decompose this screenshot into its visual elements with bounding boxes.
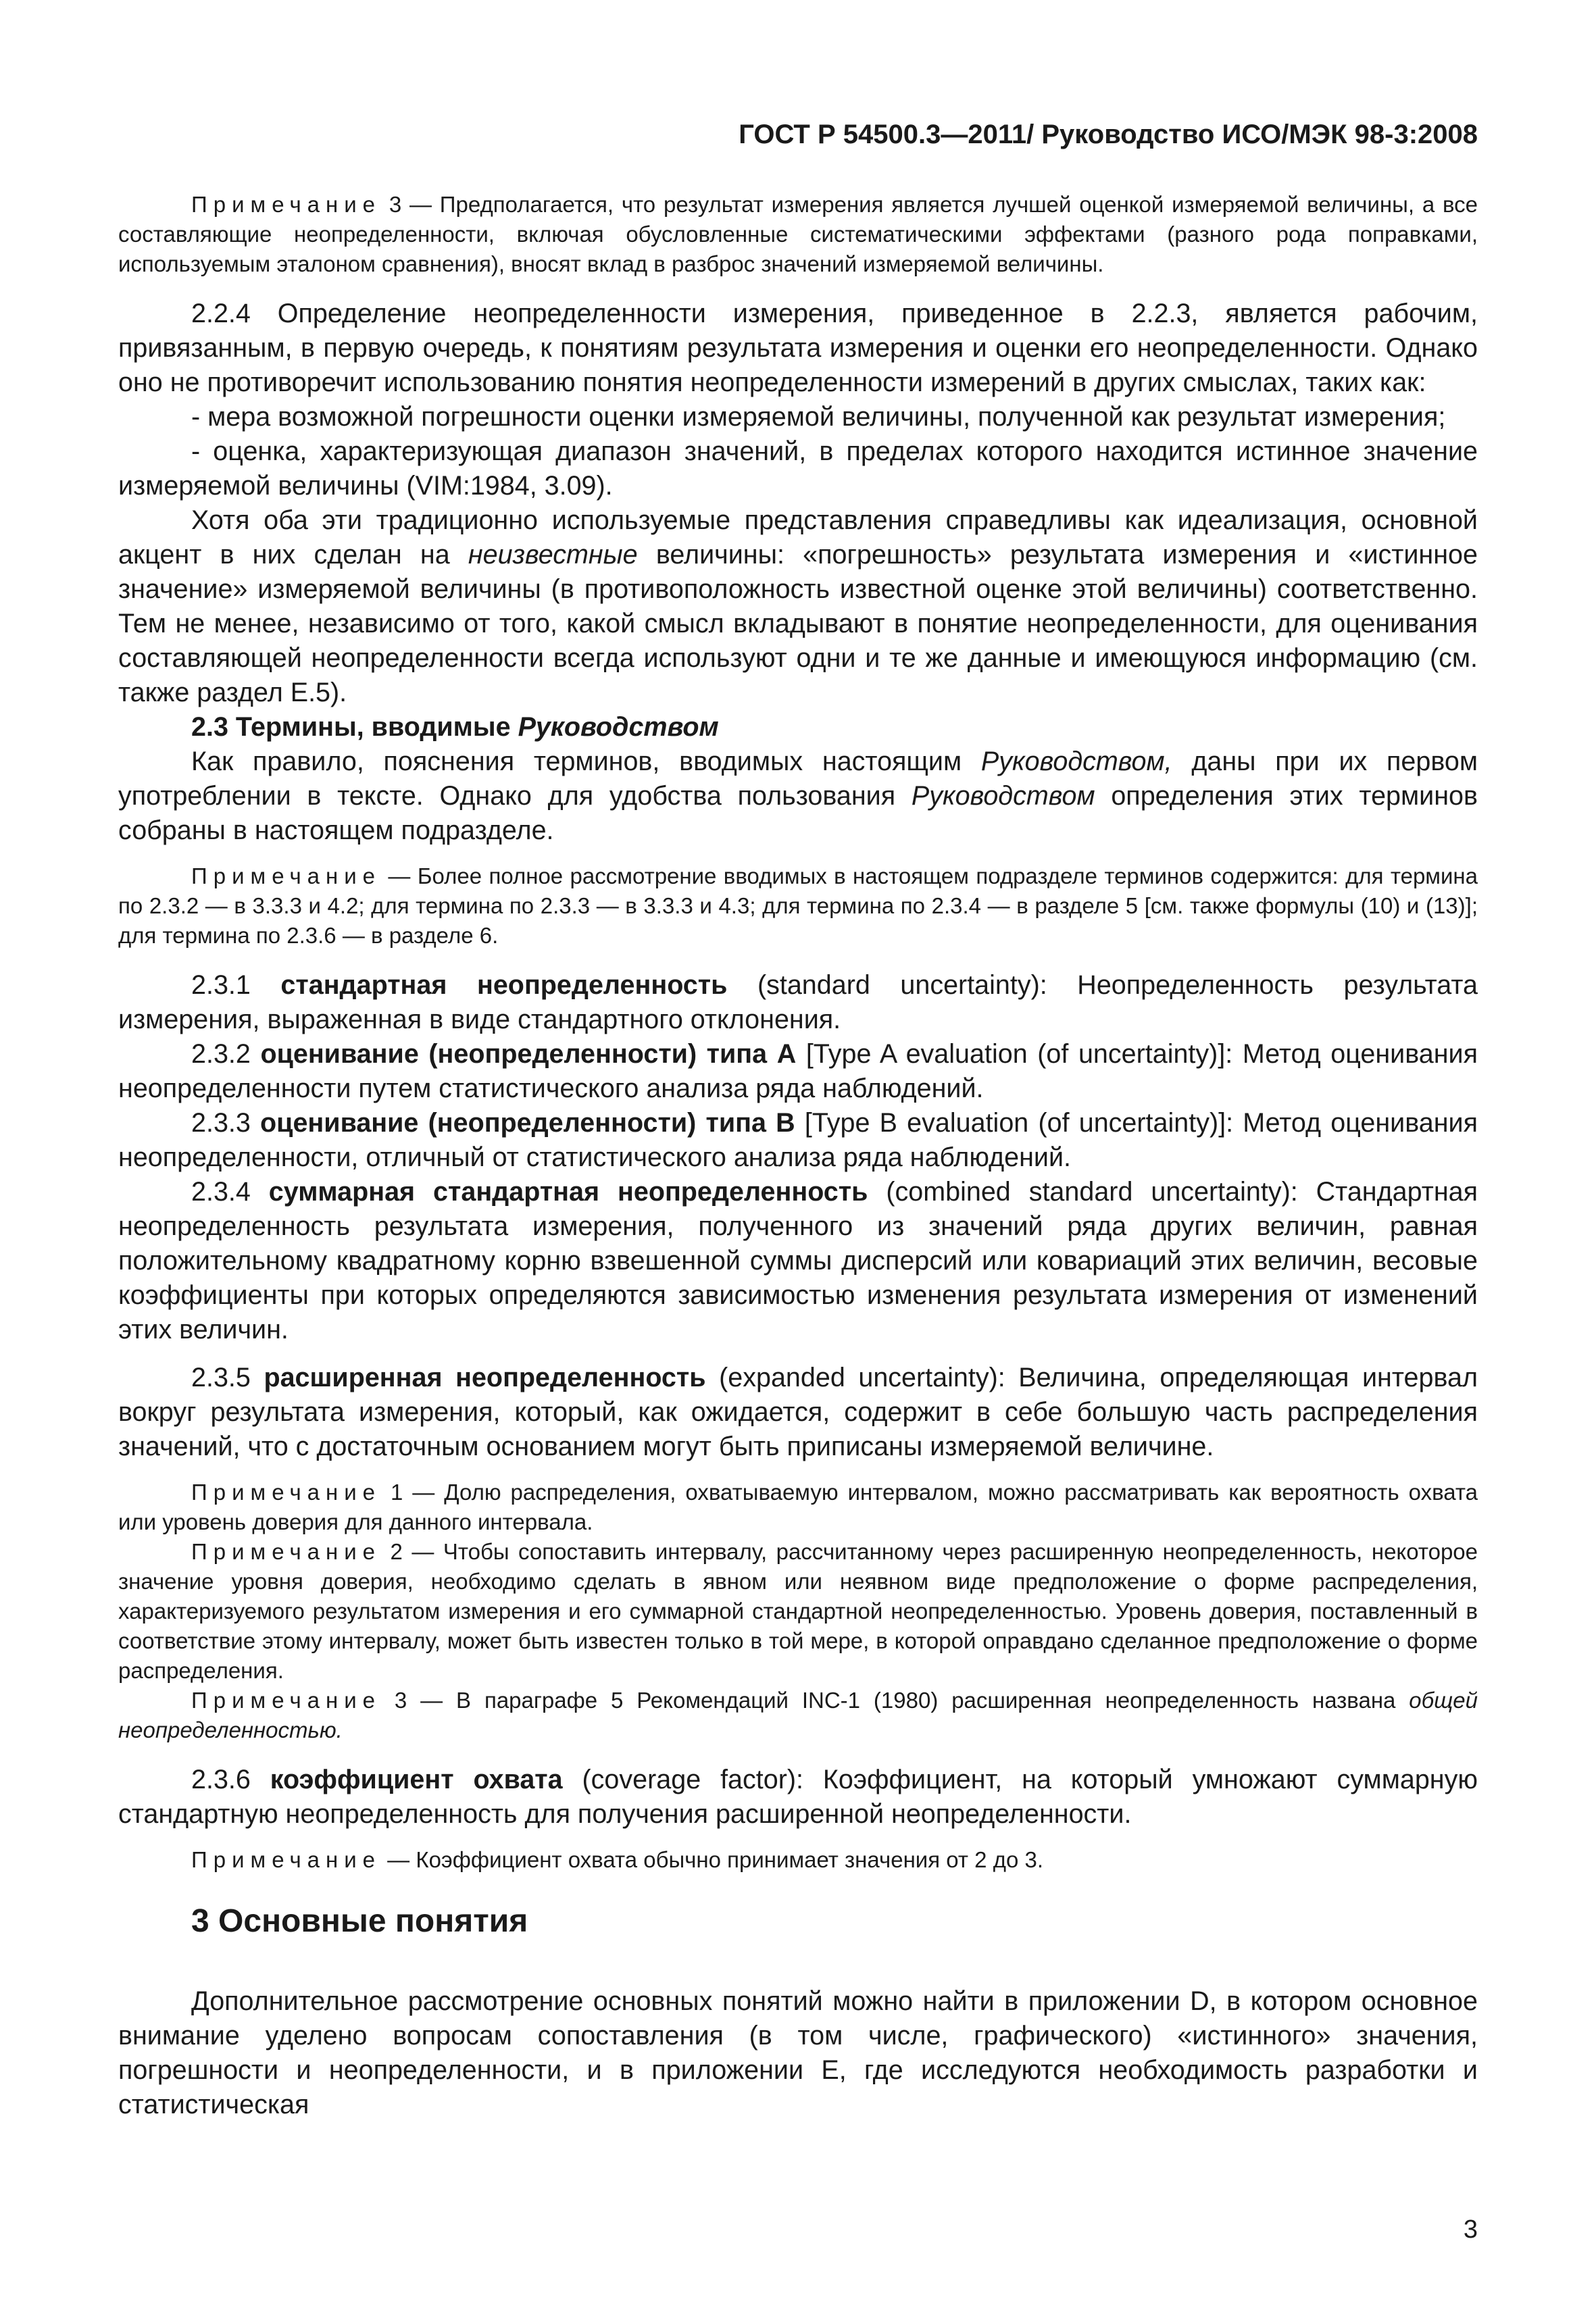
paragraph-section-3: Дополнительное рассмотрение основных понятий можно найти в приложении D, в котором основное внимание уделено вопросам сопоставления (в том числе, графического) «истинного» значения, погрешности и неопределенности, и в приложении Е, где исследуются необходимость разработки и статистическая bbox=[118, 1986, 1478, 2119]
list-item-error-measure: - мера возможной погрешности оценки измеряемой величины, полученной как результат измерения; bbox=[191, 402, 1446, 432]
emphasis-guide: Руководством bbox=[518, 712, 719, 742]
note-label: Примечание bbox=[191, 1539, 382, 1564]
note-label: Примечание bbox=[191, 1847, 382, 1872]
note-3-inc-1: Примечание 3 — В параграфе 5 Рекомендаций INC-1 (1980) расширенная неопределенность названа общей неопределенностью. bbox=[118, 1688, 1478, 1742]
term-name: оценивание (неопределенности) типа А bbox=[260, 1039, 797, 1069]
term-2-3-4: 2.3.4 суммарная стандартная неопределенность (combined standard uncertainty): Стандартная неопределенность результата измерения, полученного из значений ряда других величин, равная положительному квадратному корню взвешенной суммы дисперсий или ковариаций этих величин, весовые коэффициенты при которых определяются зависимостью изменения результата измерения от изменений этих величин. bbox=[118, 1177, 1478, 1344]
section-heading-3: 3 Основные понятия bbox=[191, 1903, 528, 1939]
document-page bbox=[118, 118, 1478, 2122]
term-2-3-5: 2.3.5 расширенная неопределенность (expanded uncertainty): Величина, определяющая интервал вокруг результата измерения, который, как ожидается, содержит в себе большую часть распределения значений, что с достаточным основанием могут быть приписаны измеряемой величине. bbox=[118, 1363, 1478, 1461]
note-coverage-factor-values: Примечание — Коэффициент охвата обычно принимает значения от 2 до 3. bbox=[191, 1847, 1043, 1872]
term-name: оценивание (неопределенности) типа В bbox=[260, 1108, 795, 1138]
term-name: коэффициент охвата bbox=[270, 1765, 563, 1794]
paragraph-traditional-representations: Хотя оба эти традиционно используемые представления справедливы как идеализация, основной акцент в них сделан на неизвестные величины: «погрешность» результата измерения и «истинное значение» измеряемой величины (в противоположность известной оценке этой величины) соответственно. Тем не менее, независимо от того, какой смысл вкладывают в понятие неопределенности, для оценивания составляющей неопределенности всегда используют одни и те же данные и имеющуюся информацию (см. также раздел Е.5). bbox=[118, 505, 1478, 707]
note-terms-reference: Примечание — Более полное рассмотрение вводимых в настоящем подразделе терминов содержится: для термина по 2.3.2 — в 3.3.3 и 4.2; для термина по 2.3.3 — в 3.3.3 и 4.3; для термина по 2.3.4 — в разделе 5 [см. также формулы (10) и (13)]; для термина по 2.3.6 — в разделе 6. bbox=[118, 863, 1478, 948]
list-item-range-estimate: - оценка, характеризующая диапазон значений, в пределах которого находится истинное значение измеряемой величины (VIM:1984, 3.09). bbox=[118, 436, 1478, 501]
note-3-uncertainty bbox=[118, 190, 1478, 279]
term-2-3-6: 2.3.6 коэффициент охвата (coverage factor): Коэффициент, на который умножают суммарную стандартную неопределенность для получения расширенной неопределенности. bbox=[118, 1765, 1478, 1829]
note-text: Предполагается, что результат измерения является лучшей оценкой измеряемой величины, а все составляющие неопределенности, включая обусловленные систематическими эффектами (разного рода поправками, используемым эталоном сравнения), вносят вклад в разброс значений измеряемой величины. bbox=[118, 192, 1478, 276]
paragraph-2-2-4: 2.2.4 Определение неопределенности измерения, приведенное в 2.2.3, является рабочим, привязанным, в первую очередь, к понятиям результата измерения и оценки его неопределенности. Однако оно не противоречит использованию понятия неопределенности измерений в других смыслах, таких как: bbox=[118, 299, 1478, 397]
document-header: ГОСТ Р 54500.3—2011/ Руководство ИСО/МЭК 98-3:2008 bbox=[739, 120, 1478, 149]
note-1-coverage-probability: Примечание 1 — Долю распределения, охватываемую интервалом, можно рассматривать как вероятность охвата или уровень доверия для данного интервала. bbox=[118, 1480, 1478, 1534]
note-2-confidence-level: Примечание 2 — Чтобы сопоставить интервалу, рассчитанному через расширенную неопределенность, некоторое значение уровня доверия, необходимо сделать в явном или неявном виде предположение о форме распределения, характеризуемого результатом измерения и его суммарной стандартной неопределенностью. Уровень доверия, поставленный в соответствие этому интервалу, может быть известен только в той мере, в которой оправдано сделанное предположение о форме распределения. bbox=[118, 1539, 1478, 1683]
term-2-3-3: 2.3.3 оценивание (неопределенности) типа В [Type B evaluation (of uncertainty)]: Метод оценивания неопределенности, отличный от статистического анализа ряда наблюдений. bbox=[118, 1108, 1478, 1172]
term-name: суммарная стандартная неопределенность bbox=[268, 1177, 868, 1207]
emphasis-unknown: неизвестные bbox=[468, 540, 638, 570]
note-label: Примечание bbox=[191, 1688, 382, 1713]
subsection-heading-2-3: 2.3 Термины, вводимые Руководством bbox=[191, 712, 719, 742]
term-2-3-1: 2.3.1 стандартная неопределенность (standard uncertainty): Неопределенность результата измерения, выраженная в виде стандартного отклонения. bbox=[118, 970, 1478, 1034]
emphasis-overall-uncertainty: общей неопределенностью. bbox=[118, 1688, 1478, 1742]
term-name: расширенная неопределенность bbox=[264, 1363, 706, 1392]
term-name: стандартная неопределенность bbox=[280, 970, 728, 1000]
paragraph-2-3-intro: Как правило, пояснения терминов, вводимых настоящим Руководством, даны при их первом употреблении в тексте. Однако для удобства пользования Руководством определения этих терминов собраны в настоящем подразделе. bbox=[118, 747, 1478, 845]
page-number: 3 bbox=[1463, 2215, 1478, 2244]
note-label: Примечание bbox=[191, 863, 382, 888]
term-2-3-2: 2.3.2 оценивание (неопределенности) типа А [Type A evaluation (of uncertainty)]: Метод оценивания неопределенности путем статистического анализа ряда наблюдений. bbox=[118, 1039, 1478, 1103]
note-label: Примечание bbox=[191, 1480, 382, 1505]
note-label: Примечание bbox=[191, 192, 382, 217]
note-number: 3 — bbox=[381, 192, 440, 217]
